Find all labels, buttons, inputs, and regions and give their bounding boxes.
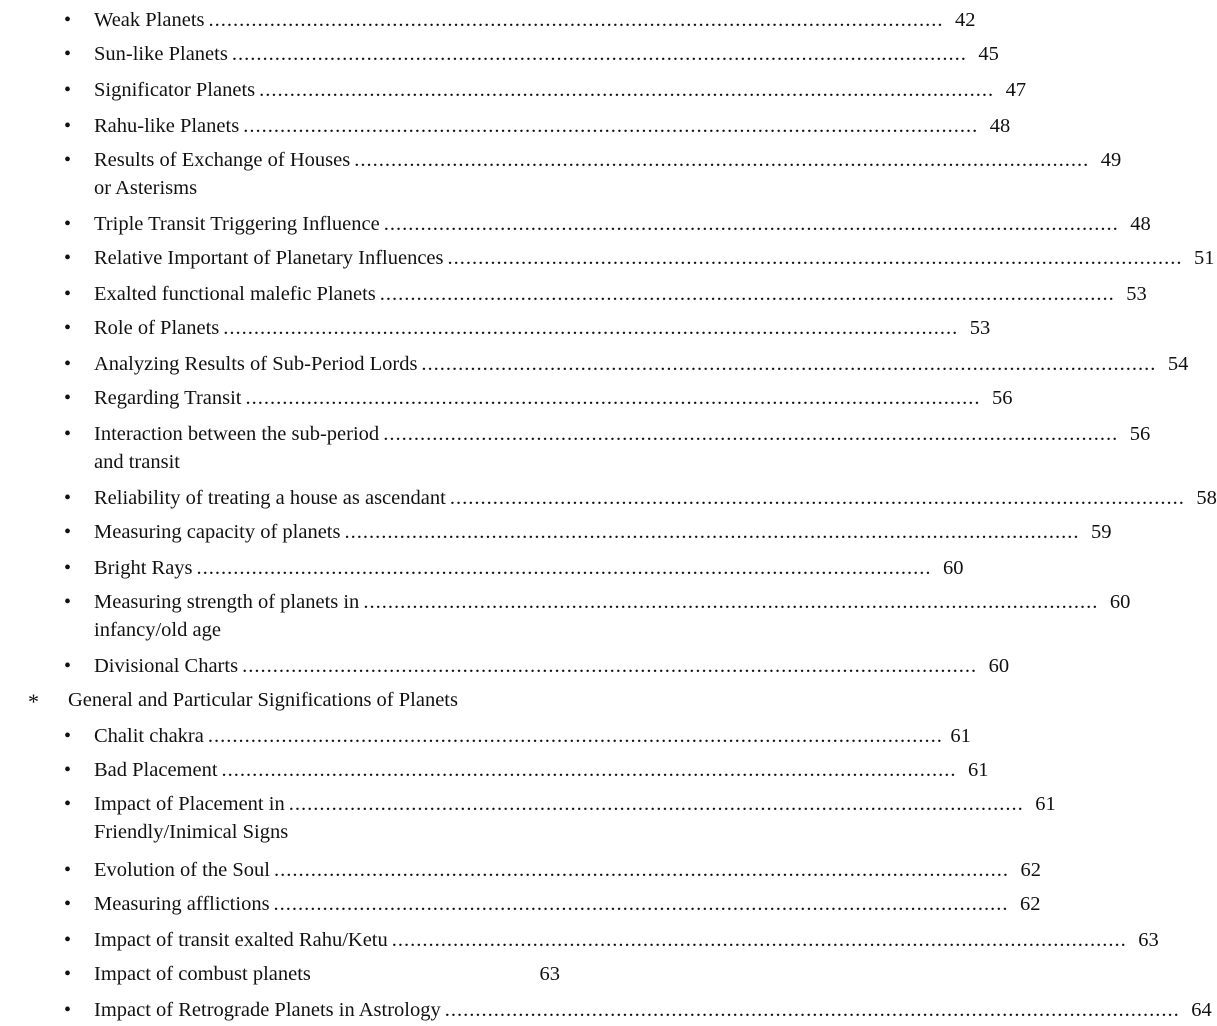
toc-page-number: 59 [1090,521,1112,543]
bullet-icon: • [64,893,72,915]
toc-entry-line [94,244,1215,272]
toc-entry-title: Bad Placement [94,759,218,781]
dot-leader: ........................................................................................................................ [273,859,1009,881]
bullet-icon: • [64,115,72,137]
dot-leader: ........................................................................................................................ [288,793,1024,815]
toc-page-number: 42 [955,9,976,31]
toc-entry-line [94,652,1010,680]
toc-entry-line [94,420,1151,448]
dot-leader: ........................................................................................................................ [223,317,959,339]
toc-page-number: 53 [969,317,991,339]
dot-leader: ........................................................................................................................ [449,487,1185,509]
toc-entry-line [94,926,1159,954]
dot-leader: ........................................................................................................................ [447,247,1183,269]
toc-page-number: 61 [1035,793,1056,815]
toc-page-number: 56 [1129,423,1151,445]
dot-leader: ........................................................................................................................ [245,387,981,409]
bullet-icon: • [64,725,72,747]
toc-entry-line [94,40,999,68]
toc-page-number: 64 [1191,999,1212,1021]
toc-entry-title: Impact of Placement in [94,793,285,815]
toc-entry-title: Measuring strength of planets in [94,591,360,613]
dot-leader: ........................................................................................................................ [221,759,957,781]
toc-page-number: 61 [968,759,989,781]
toc-entry-title: Significator Planets [94,79,256,101]
dot-leader: ........................................................................................................................ [231,43,967,65]
bullet-icon: • [64,591,72,613]
dot-leader: ........................................................................................................................ [383,213,1119,235]
dot-leader: ........................................................................................................................ [243,115,979,137]
toc-page-number: 61 [950,725,971,747]
dot-leader: ........................................................................................................................ [444,999,1180,1021]
toc-page-number: 53 [1126,283,1147,305]
toc-page-number: 63 [539,963,560,985]
toc-entry-title: Role of Planets [94,317,220,339]
dot-leader: ........................................................................................................................ [421,353,1157,375]
toc-entry-title: Analyzing Results of Sub-Period Lords [94,353,418,375]
bullet-icon: • [64,387,72,409]
toc-entry-line [94,112,1011,140]
toc-page-number: 62 [1020,893,1041,915]
dot-leader: ........................................................................................................................ [391,929,1127,951]
bullet-icon: • [64,317,72,339]
toc-entry-line [94,996,1212,1024]
toc-entry-title: Interaction between the sub-period [94,423,380,445]
bullet-icon: • [64,793,72,815]
bullet-icon: • [64,149,72,171]
toc-entry-title: Measuring afflictions [94,893,270,915]
bullet-icon: • [64,859,72,881]
bullet-icon: • [64,79,72,101]
toc-entry-line [94,960,560,988]
toc-page-number: 49 [1100,149,1122,171]
toc-entry-line [94,210,1151,238]
toc-page-number: 58 [1196,487,1217,509]
toc-entry-line [94,554,964,582]
toc-entry-title: Measuring capacity of planets [94,521,341,543]
toc-entry-title: Impact of Retrograde Planets in Astrology [94,999,441,1021]
toc-page-number: 47 [1005,79,1027,101]
toc-page-number: 54 [1167,353,1189,375]
dot-leader: ........................................................................................................................ [242,655,978,677]
dot-leader: ........................................................................................................................ [383,423,1119,445]
bullet-icon: • [64,521,72,543]
bullet-icon: • [64,283,72,305]
toc-entry-title: Chalit chakra [94,725,204,747]
section-marker: * [28,689,39,714]
toc-entry-title: Rahu-like Planets [94,115,240,137]
toc-entry-line [94,790,1056,818]
toc-entry-continuation: infancy/old age [94,619,221,641]
toc-entry-line [94,146,1122,174]
toc-page-number: 51 [1194,247,1215,269]
toc-entry-title: Sun-like Planets [94,43,228,65]
toc-entry-title: Evolution of the Soul [94,859,270,881]
dot-leader: ........................................................................................................................ [354,149,1090,171]
toc-entry-line [94,6,976,34]
toc-entry-title: Bright Rays [94,557,193,579]
bullet-icon: • [64,929,72,951]
toc-entry-title: Weak Planets [94,9,205,31]
dot-leader: ........................................................................................................................ [273,893,1009,915]
toc-page-number: 45 [978,43,999,65]
section-title: General and Particular Significations of Planets [68,689,458,711]
dot-leader: ........................................................................................................................ [379,283,1115,305]
toc-entry-line [94,890,1041,918]
toc-entry-line [94,588,1131,616]
bullet-icon: • [64,43,72,65]
toc-entry-line [94,856,1041,884]
bullet-icon: • [64,9,72,31]
toc-entry-line [94,484,1217,512]
toc-entry-title: Results of Exchange of Houses [94,149,351,171]
bullet-icon: • [64,557,72,579]
dot-leader: ........................................................................................................................ [208,9,944,31]
toc-entry-line [94,314,991,342]
toc-entry-continuation: Friendly/Inimical Signs [94,821,289,843]
toc-entry-line [94,756,989,784]
dot-leader: ........................................................................................................................ [344,521,1080,543]
bullet-icon: • [64,759,72,781]
toc-entry-continuation: and transit [94,451,180,473]
toc-entry-title: Exalted functional malefic Planets [94,283,376,305]
toc-entry-title: Regarding Transit [94,387,242,409]
toc-entry-line [94,350,1189,378]
toc-entry-line [94,518,1112,546]
toc-entry-title: Triple Transit Triggering Influence [94,213,380,235]
toc-entry-line [94,76,1027,104]
bullet-icon: • [64,353,72,375]
dot-leader: ........................................................................................................................ [207,725,943,747]
toc-entry-line [94,280,1147,308]
bullet-icon: • [64,655,72,677]
toc-entry-continuation: or Asterisms [94,177,198,199]
dot-leader: ........................................................................................................................ [196,557,932,579]
toc-page-number: 60 [943,557,964,579]
toc-entry-title: Impact of transit exalted Rahu/Ketu [94,929,388,951]
toc-entry-title: Reliability of treating a house as ascendant [94,487,446,509]
bullet-icon: • [64,963,72,985]
toc-entry-line [94,384,1013,412]
toc-page-number: 60 [988,655,1010,677]
bullet-icon: • [64,999,72,1021]
bullet-icon: • [64,487,72,509]
toc-page-number: 62 [1020,859,1041,881]
bullet-icon: • [64,213,72,235]
toc-page-number: 48 [1130,213,1151,235]
toc-entry-line [94,722,971,750]
toc-page-number: 60 [1109,591,1131,613]
toc-page-number: 56 [992,387,1013,409]
bullet-icon: • [64,423,72,445]
toc-entry-title: Divisional Charts [94,655,239,677]
toc-page-number: 63 [1138,929,1159,951]
toc-entry-title: Impact of combust planets [94,963,311,985]
toc-page-number: 48 [989,115,1011,137]
toc-entry-title: Relative Important of Planetary Influences [94,247,444,269]
dot-leader: ........................................................................................................................ [363,591,1099,613]
dot-leader: ........................................................................................................................ [259,79,995,101]
bullet-icon: • [64,247,72,269]
